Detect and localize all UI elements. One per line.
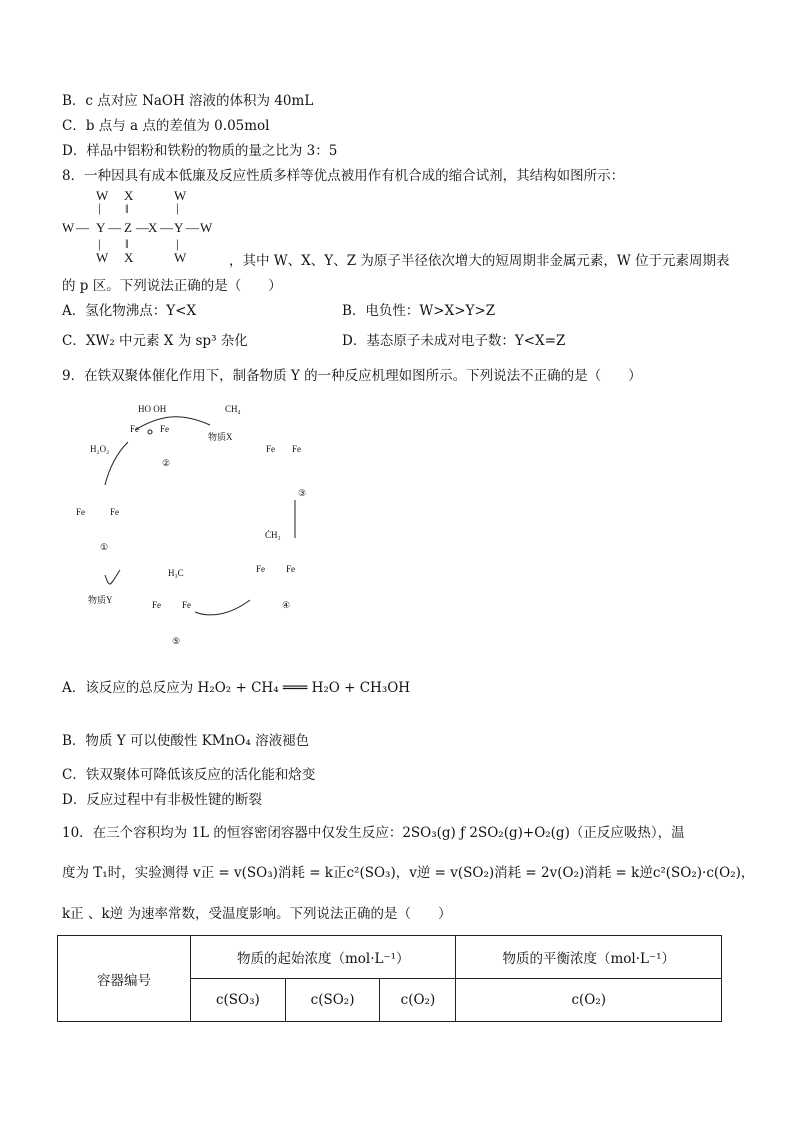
question-8-text: ，其中 W、X、Y、Z 为原子半径依次增大的短周期非金属元素，W 位于元素周期表: [229, 253, 730, 269]
table-subheader: c(O₂): [456, 979, 722, 1022]
svg-text:Fe: Fe: [286, 564, 295, 574]
table-subheader: c(O₂): [380, 979, 456, 1022]
table-subheader: c(SO₂): [285, 979, 380, 1022]
svg-text:Fe: Fe: [256, 564, 265, 574]
option-9a: A．该反应的总反应为 H₂O₂ + CH₄ ═══ H₂O + CH₃OH: [62, 680, 411, 696]
svg-text:②: ②: [162, 458, 171, 468]
svg-text:③: ③: [298, 488, 307, 498]
svg-text:Fe: Fe: [130, 424, 139, 434]
option-8c: C．XW₂ 中元素 X 为 sp³ 杂化: [62, 333, 248, 349]
svg-text:⑤: ⑤: [172, 636, 181, 646]
option-8c-prev: C．b 点与 a 点的差值为 0.05mol: [62, 118, 270, 134]
svg-text:HO OH: HO OH: [138, 404, 167, 414]
structure-diagram: W | W — Y — Z — X — Y — W | W X ‖ ‖ X W | | W: [62, 188, 213, 265]
table-header-container: 容器编号: [58, 936, 191, 1022]
svg-text:ĊH₃: ĊH₃: [265, 530, 281, 540]
catalytic-cycle-diagram: [60, 390, 340, 650]
question-10-stem-3: k正 、k逆 为速率常数，受温度影响。下列说法正确的是（ ）: [62, 906, 452, 922]
svg-text:Fe: Fe: [152, 600, 161, 610]
svg-text:Fe: Fe: [76, 507, 85, 517]
question-8-text-cont: 的 p 区。下列说法正确的是（ ）: [62, 278, 282, 294]
svg-text:H₃C: H₃C: [168, 568, 184, 578]
option-9c: C．铁双聚体可降低该反应的活化能和焓变: [62, 767, 316, 783]
question-8-stem: 8．一种因具有成本低廉及反应性质多样等优点被用作有机合成的缩合试剂，其结构如图所示：: [62, 168, 625, 184]
option-8b: B．电负性：W>X>Y>Z: [342, 303, 496, 319]
svg-text:①: ①: [100, 542, 109, 552]
table-header-equilibrium: 物质的平衡浓度（mol·L⁻¹）: [456, 936, 722, 979]
svg-text:H₂O₂: H₂O₂: [90, 444, 110, 454]
option-9b: B．物质 Y 可以使酸性 KMnO₄ 溶液褪色: [62, 733, 310, 749]
question-9-stem: 9．在铁双聚体催化作用下，制备物质 Y 的一种反应机理如图所示。下列说法不正确的是（ ）: [62, 368, 642, 384]
svg-text:④: ④: [282, 600, 291, 610]
svg-text:Fe: Fe: [182, 600, 191, 610]
svg-text:物质Y: 物质Y: [88, 595, 113, 605]
table-header-initial: 物质的起始浓度（mol·L⁻¹）: [191, 936, 456, 979]
table-subheader: c(SO₃): [191, 979, 286, 1022]
option-8a: A．氢化物沸点：Y<X: [62, 303, 197, 319]
option-8d: D．基态原子未成对电子数：Y<X=Z: [342, 333, 566, 349]
svg-text:Fe: Fe: [292, 444, 301, 454]
svg-text:物质X: 物质X: [208, 432, 233, 442]
data-table: [57, 935, 722, 1022]
option-8d-prev: D．样品中铝粉和铁粉的物质的量之比为 3：5: [62, 143, 338, 159]
question-10-stem-2: 度为 T₁时，实验测得 v正 = v(SO₃)消耗 = k正c²(SO₃)，v逆 = v(SO₂)消耗 = 2v(O₂)消耗 = k逆c²(SO₂)·c(O₂)，: [62, 865, 755, 881]
svg-text:Fe: Fe: [160, 424, 169, 434]
svg-text:Fe: Fe: [266, 444, 275, 454]
question-10-stem: 10．在三个容积均为 1L 的恒容密闭容器中仅发生反应：2SO₃(g) ƒ 2SO₂(g)+O₂(g)（正反应吸热），温: [62, 825, 685, 841]
option-8b-prev: B．c 点对应 NaOH 溶液的体积为 40mL: [62, 93, 314, 109]
option-9d: D．反应过程中有非极性键的断裂: [62, 792, 262, 808]
svg-text:Fe: Fe: [110, 507, 119, 517]
svg-text:CH₄: CH₄: [225, 404, 241, 414]
